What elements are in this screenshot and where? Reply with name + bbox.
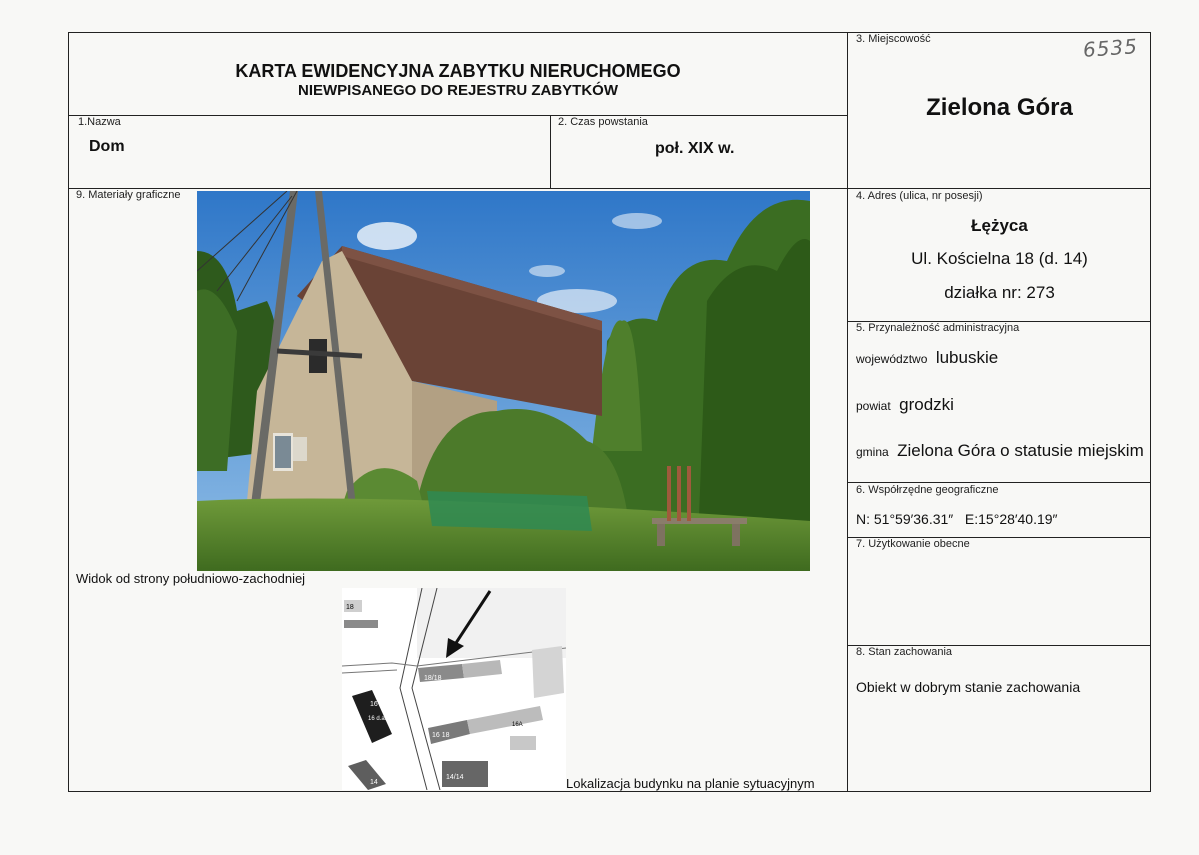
card-subtitle: NIEWPISANEGO DO REJESTRU ZABYTKÓW bbox=[297, 82, 619, 99]
uzytkowanie-label: 7. Użytkowanie obecne bbox=[856, 538, 970, 550]
map-label-16a: 16A bbox=[512, 722, 523, 728]
adres-line3: działka nr: 273 bbox=[944, 283, 1055, 302]
map-label-16-sub: 16 d.a. bbox=[368, 716, 387, 722]
powiat-row bbox=[856, 395, 954, 415]
wojewodztwo-label: województwo bbox=[856, 352, 928, 366]
adres-line1: Łężyca bbox=[971, 216, 1028, 235]
wojewodztwo-row bbox=[856, 348, 998, 368]
map-label-16-18: 16 18 bbox=[432, 732, 450, 739]
czas-label: 2. Czas powstania bbox=[558, 116, 648, 128]
top-section-divider bbox=[68, 188, 1151, 189]
materialy-label: 9. Materiały graficzne bbox=[76, 189, 181, 201]
wspolrzedne-label: 6. Współrzędne geograficzne bbox=[856, 484, 999, 496]
map-label-14: 14 bbox=[370, 779, 378, 786]
przynaleznosc-label: 5. Przynależność administracyjna bbox=[856, 322, 1020, 334]
czas-value: poł. XIX w. bbox=[655, 140, 735, 157]
miejscowosc-value: Zielona Góra bbox=[926, 94, 1073, 121]
wspolrzedne-value: N: 51°59′36.31″ E:15°28′40.19″ bbox=[856, 511, 1058, 527]
wojewodztwo-value: lubuskie bbox=[935, 348, 999, 367]
stan-label: 8. Stan zachowania bbox=[856, 646, 953, 658]
building-photo bbox=[197, 191, 810, 571]
map-caption: Lokalizacja budynku na planie sytuacyjnym bbox=[566, 776, 815, 791]
gmina-label: gmina bbox=[856, 445, 889, 459]
nazwa-czas-divider bbox=[550, 115, 551, 188]
card-title: KARTA EWIDENCYJNA ZABYTKU NIERUCHOMEGO bbox=[235, 61, 681, 81]
column-divider bbox=[847, 32, 848, 792]
przynaleznosc-divider bbox=[847, 482, 1151, 483]
handwritten-number: 6535 bbox=[1082, 34, 1139, 62]
stan-value: Obiekt w dobrym stanie zachowania bbox=[856, 679, 1081, 695]
nazwa-label: 1.Nazwa bbox=[78, 116, 121, 128]
map-label-16: 16 bbox=[370, 701, 378, 708]
map-label-18-top: 18 bbox=[346, 604, 354, 611]
adres-line2: Ul. Kościelna 18 (d. 14) bbox=[911, 249, 1088, 268]
gmina-value: Zielona Góra o statusie miejskim bbox=[897, 441, 1144, 460]
gmina-row bbox=[856, 441, 1144, 461]
photo-caption: Widok od strony południowo-zachodniej bbox=[76, 571, 306, 586]
header-divider bbox=[68, 115, 848, 116]
map-label-18-18: 18/18 bbox=[424, 675, 442, 682]
miejscowosc-label: 3. Miejscowość bbox=[856, 33, 931, 45]
site-plan-map bbox=[342, 588, 566, 790]
adres-label: 4. Adres (ulica, nr posesji) bbox=[856, 190, 983, 202]
powiat-value: grodzki bbox=[899, 395, 954, 414]
map-label-14-14: 14/14 bbox=[446, 774, 464, 781]
powiat-label: powiat bbox=[856, 399, 891, 413]
nazwa-value: Dom bbox=[89, 138, 125, 155]
